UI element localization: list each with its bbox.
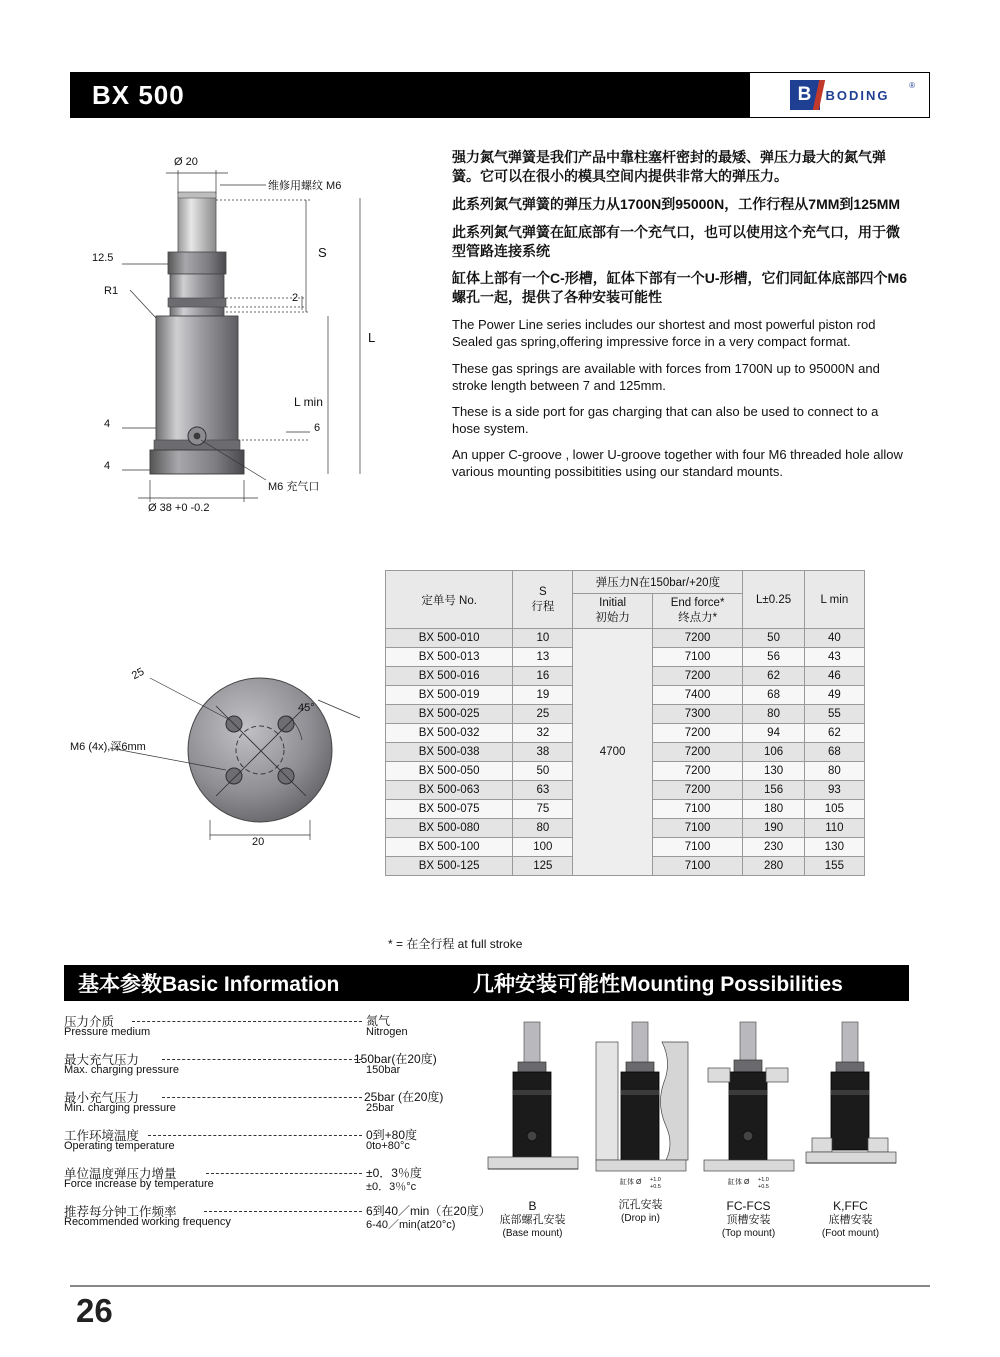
basic-label-cn: 推荐每分钟工作频率: [64, 1205, 177, 1219]
basic-info-row: [64, 1012, 464, 1042]
mounting-figure-base: [480, 1012, 585, 1197]
dim-angle-45: 45°: [298, 702, 315, 714]
basic-label-en: Max. charging pressure: [64, 1064, 179, 1076]
dim-l-min: L min: [294, 395, 323, 409]
cell-end-force: 7200: [652, 762, 743, 781]
cell-stroke: 80: [513, 819, 573, 838]
dim-2: 2: [292, 292, 299, 304]
cell-stroke: 125: [513, 857, 573, 876]
basic-label-en: Min. charging pressure: [64, 1102, 176, 1114]
basic-label-en: Operating temperature: [64, 1140, 175, 1152]
description-paragraph: 此系列氮气弹簧在缸底部有一个充气口，也可以使用这个充气口，用于微型管路连接系统: [452, 223, 900, 259]
col-stroke-cn: 行程: [531, 600, 555, 613]
page-number: 26: [76, 1292, 113, 1329]
base-mount-svg: [480, 1012, 585, 1197]
basic-value-en: 25bar: [366, 1102, 395, 1114]
cell-l: 62: [743, 667, 804, 686]
cell-l-min: 68: [804, 743, 864, 762]
cell-order-no: BX 500-019: [386, 686, 513, 705]
basic-info-row: [64, 1202, 491, 1232]
description-paragraph: An upper C-groove , lower U-groove together with four M6 threaded hole allow various mounting possibitities using our standard mounts.: [452, 447, 903, 480]
drop-in-svg: [588, 1012, 693, 1197]
mounting-en: (Base mount): [502, 1227, 563, 1239]
cell-order-no: BX 500-013: [386, 648, 513, 667]
cell-l-min: 110: [804, 819, 864, 838]
page-header: [70, 72, 930, 118]
col-end-en: End force*: [670, 597, 725, 609]
dot-leader: [162, 1097, 362, 1098]
cell-l: 156: [743, 781, 804, 800]
cell-stroke: 100: [513, 838, 573, 857]
basic-value-en: 0to+80°c: [366, 1140, 410, 1152]
cell-order-no: BX 500-032: [386, 724, 513, 743]
basic-label-cn: 单位温度弹压力增量: [64, 1167, 177, 1181]
cell-l: 180: [743, 800, 804, 819]
cell-order-no: BX 500-100: [386, 838, 513, 857]
svg-text:+0.5: +0.5: [758, 1184, 769, 1190]
dim-diameter-20: Ø 20: [174, 156, 198, 168]
cell-end-force: 7100: [652, 838, 743, 857]
cell-order-no: BX 500-025: [386, 705, 513, 724]
mounting-possibilities: [470, 1012, 910, 1257]
basic-value-en: 6-40／min(at20°c): [366, 1219, 456, 1231]
dot-leader: [206, 1173, 362, 1174]
cell-stroke: 75: [513, 800, 573, 819]
svg-text:缸体 Ø: 缸体 Ø: [728, 1179, 750, 1186]
cell-l-min: 46: [804, 667, 864, 686]
dot-leader: [204, 1211, 362, 1212]
cell-l-min: 105: [804, 800, 864, 819]
basic-label-cn: 最小充气压力: [64, 1091, 140, 1105]
dim-4-upper: 4: [104, 418, 111, 430]
table-body: [386, 629, 865, 876]
page-title: BX 500: [92, 79, 185, 110]
basic-information-list: [64, 1012, 491, 1240]
cell-end-force: 7200: [652, 743, 743, 762]
logo-mark-icon: B: [790, 80, 820, 110]
cell-order-no: BX 500-016: [386, 667, 513, 686]
svg-text:+1.0: +1.0: [758, 1177, 769, 1183]
mounting-cn: 底槽安装: [828, 1214, 873, 1226]
mounting-code: B: [528, 1199, 537, 1213]
basic-info-row: [64, 1088, 464, 1118]
dim-4-lower: 4: [104, 460, 111, 472]
basic-value-cn: 150bar(在20度): [354, 1052, 437, 1066]
mounting-en: (Drop in): [621, 1212, 660, 1224]
basic-value-en: Nitrogen: [366, 1026, 408, 1038]
logo-text: BODING: [825, 87, 890, 103]
cell-l: 280: [743, 857, 804, 876]
basic-info-row: [64, 1164, 464, 1194]
col-l-min: L min: [804, 571, 864, 629]
cell-l-min: 55: [804, 705, 864, 724]
cell-order-no: BX 500-080: [386, 819, 513, 838]
cell-l: 106: [743, 743, 804, 762]
product-drawing-side-view: [70, 140, 440, 560]
mounting-cn: 沉孔安装: [618, 1199, 663, 1211]
cell-stroke: 10: [513, 629, 573, 648]
basic-label-cn: 工作环境温度: [64, 1129, 140, 1143]
cell-l: 56: [743, 648, 804, 667]
svg-text:+1.0: +1.0: [650, 1177, 661, 1183]
description-paragraph: 缸体上部有一个C-形槽，缸体下部有一个U-形槽，它们同缸体底部四个M6螺孔一起，提供了各种安装可能性: [452, 270, 907, 306]
cell-end-force: 7200: [652, 629, 743, 648]
product-description: [452, 148, 907, 489]
cell-l: 190: [743, 819, 804, 838]
col-end-cn: 终点力*: [678, 612, 718, 624]
dim-r1: R1: [104, 285, 119, 297]
cell-end-force: 7100: [652, 800, 743, 819]
basic-label-en: Recommended working frequency: [64, 1216, 231, 1228]
basic-value-cn: 25bar (在20度): [364, 1090, 444, 1104]
cell-l-min: 93: [804, 781, 864, 800]
col-l-tolerance: L±0.25: [743, 571, 804, 629]
section-bar-mounting-possibilities: 几种安装可能性Mounting Possibilities: [459, 965, 909, 1001]
mounting-cn: 顶槽安装: [726, 1214, 771, 1226]
mounting-caption-foot: [798, 1199, 903, 1240]
basic-label-cn: 最大充气压力: [64, 1053, 140, 1067]
basic-value-cn: 0到+80度: [366, 1128, 418, 1142]
dim-charge-port-m6: M6 充气口: [268, 481, 320, 493]
cell-stroke: 63: [513, 781, 573, 800]
cell-end-force: 7300: [652, 705, 743, 724]
basic-value-cn: 氮气: [366, 1014, 391, 1028]
col-end-force: [652, 594, 743, 629]
basic-info-row: [64, 1126, 464, 1156]
cell-l-min: 130: [804, 838, 864, 857]
cell-l-min: 49: [804, 686, 864, 705]
footer-divider: [70, 1285, 930, 1287]
dim-length-l: L: [368, 330, 376, 345]
mounting-caption-drop-in: [588, 1199, 693, 1225]
mounting-code: FC-FCS: [726, 1199, 771, 1213]
cell-l-min: 43: [804, 648, 864, 667]
dim-diameter-38: Ø 38 +0 -0.2: [148, 502, 210, 514]
dim-bolt-circle-25: 25: [129, 665, 147, 683]
basic-label-en: Force increase by temperature: [64, 1178, 214, 1190]
dot-leader: [148, 1135, 362, 1136]
dot-leader: [162, 1059, 362, 1060]
dim-service-thread-m6: 维修用螺纹 M6: [268, 180, 342, 192]
cell-initial-force: 4700: [573, 629, 652, 876]
cell-end-force: 7100: [652, 857, 743, 876]
cell-l: 80: [743, 705, 804, 724]
basic-label-cn: 压力介质: [64, 1015, 115, 1029]
top-mount-svg: [696, 1012, 801, 1197]
cell-l: 68: [743, 686, 804, 705]
header-title-block: [70, 72, 750, 118]
cell-l: 230: [743, 838, 804, 857]
cell-end-force: 7100: [652, 819, 743, 838]
cell-stroke: 13: [513, 648, 573, 667]
col-initial-en: Initial: [599, 597, 627, 609]
mounting-figure-top: [696, 1012, 801, 1197]
mounting-option-foot: [798, 1012, 903, 1240]
col-order-no: 定单号 No.: [386, 571, 513, 629]
cell-stroke: 38: [513, 743, 573, 762]
cell-end-force: 7200: [652, 667, 743, 686]
mounting-figure-drop-in: [588, 1012, 693, 1197]
specification-table: [385, 570, 865, 876]
cell-end-force: 7400: [652, 686, 743, 705]
mounting-figure-foot: [798, 1012, 903, 1197]
cell-end-force: 7200: [652, 724, 743, 743]
dim-12-5: 12.5: [92, 252, 114, 264]
cell-l: 50: [743, 629, 804, 648]
table-footnote: * = 在全行程 at full stroke: [388, 937, 523, 951]
cell-order-no: BX 500-075: [386, 800, 513, 819]
col-stroke-s: S: [539, 585, 547, 598]
mounting-option-drop-in: [588, 1012, 693, 1225]
cell-l: 94: [743, 724, 804, 743]
col-initial-cn: 初始力: [595, 612, 630, 624]
dot-leader: [132, 1021, 362, 1022]
description-paragraph: These is a side port for gas charging that can also be used to connect to a hose system.: [452, 403, 879, 437]
table-row: [386, 629, 865, 648]
cell-stroke: 50: [513, 762, 573, 781]
col-initial-force: [573, 594, 652, 629]
dim-stroke-s: S: [318, 245, 327, 260]
foot-mount-svg: [798, 1012, 903, 1197]
mounting-option-top: [696, 1012, 801, 1240]
cell-order-no: BX 500-038: [386, 743, 513, 762]
cell-stroke: 32: [513, 724, 573, 743]
col-stroke: [513, 571, 573, 629]
dim-20: 20: [252, 836, 265, 848]
mounting-cn: 底部螺孔安装: [499, 1214, 566, 1226]
description-paragraph: These gas springs are available with forces from 1700N up to 95000N and stroke length between 7 and 125mm.: [452, 360, 880, 393]
cell-stroke: 19: [513, 686, 573, 705]
dim-m6-4x-depth: M6 (4x),深6mm: [70, 741, 146, 753]
dim-6: 6: [314, 422, 321, 434]
basic-value-cn: ±0．3％度: [366, 1166, 422, 1180]
description-paragraph: 此系列氮气弹簧的弹压力从1700N到95000N，工作行程从7MM到125MM: [452, 195, 901, 212]
cell-order-no: BX 500-050: [386, 762, 513, 781]
cell-stroke: 25: [513, 705, 573, 724]
col-force-group: 弹压力N在150bar/+20度: [573, 571, 743, 594]
cell-l-min: 155: [804, 857, 864, 876]
cell-end-force: 7200: [652, 781, 743, 800]
basic-info-row: [64, 1050, 464, 1080]
side-view-svg: [70, 140, 440, 560]
registered-trademark-icon: ®: [909, 81, 915, 90]
mounting-option-base: [480, 1012, 585, 1240]
cell-l-min: 80: [804, 762, 864, 781]
basic-label-en: Pressure medium: [64, 1026, 151, 1038]
cell-end-force: 7100: [652, 648, 743, 667]
mounting-caption-top: [696, 1199, 801, 1240]
basic-value-en: ±0．3％°c: [366, 1181, 417, 1193]
section-bar-basic-information: 基本参数Basic Information: [64, 965, 459, 1001]
basic-value-en: 150bar: [366, 1064, 401, 1076]
basic-value-cn: 6到40／min（在20度）: [366, 1204, 491, 1218]
cell-order-no: BX 500-125: [386, 857, 513, 876]
svg-text:缸体 Ø: 缸体 Ø: [620, 1179, 642, 1186]
cell-stroke: 16: [513, 667, 573, 686]
mounting-caption-base: [480, 1199, 585, 1240]
cell-l: 130: [743, 762, 804, 781]
cell-l-min: 62: [804, 724, 864, 743]
mounting-en: (Foot mount): [821, 1227, 880, 1239]
description-paragraph: 强力氮气弹簧是我们产品中靠柱塞杆密封的最矮、弹压力最大的氮气弹簧。它可以在很小的模具空间内提供非常大的弹压力。: [452, 149, 886, 184]
cell-order-no: BX 500-063: [386, 781, 513, 800]
description-paragraph: The Power Line series includes our shortest and most powerful piston rod Sealed gas spring,offering impressive force in a very compact format.: [452, 317, 876, 350]
mounting-code: K,FFC: [833, 1199, 868, 1213]
svg-text:+0.5: +0.5: [650, 1184, 661, 1190]
cell-l-min: 40: [804, 629, 864, 648]
mounting-en: (Top mount): [721, 1227, 776, 1239]
cell-order-no: BX 500-010: [386, 629, 513, 648]
table-header: [386, 571, 865, 629]
brand-logo: [750, 72, 930, 118]
